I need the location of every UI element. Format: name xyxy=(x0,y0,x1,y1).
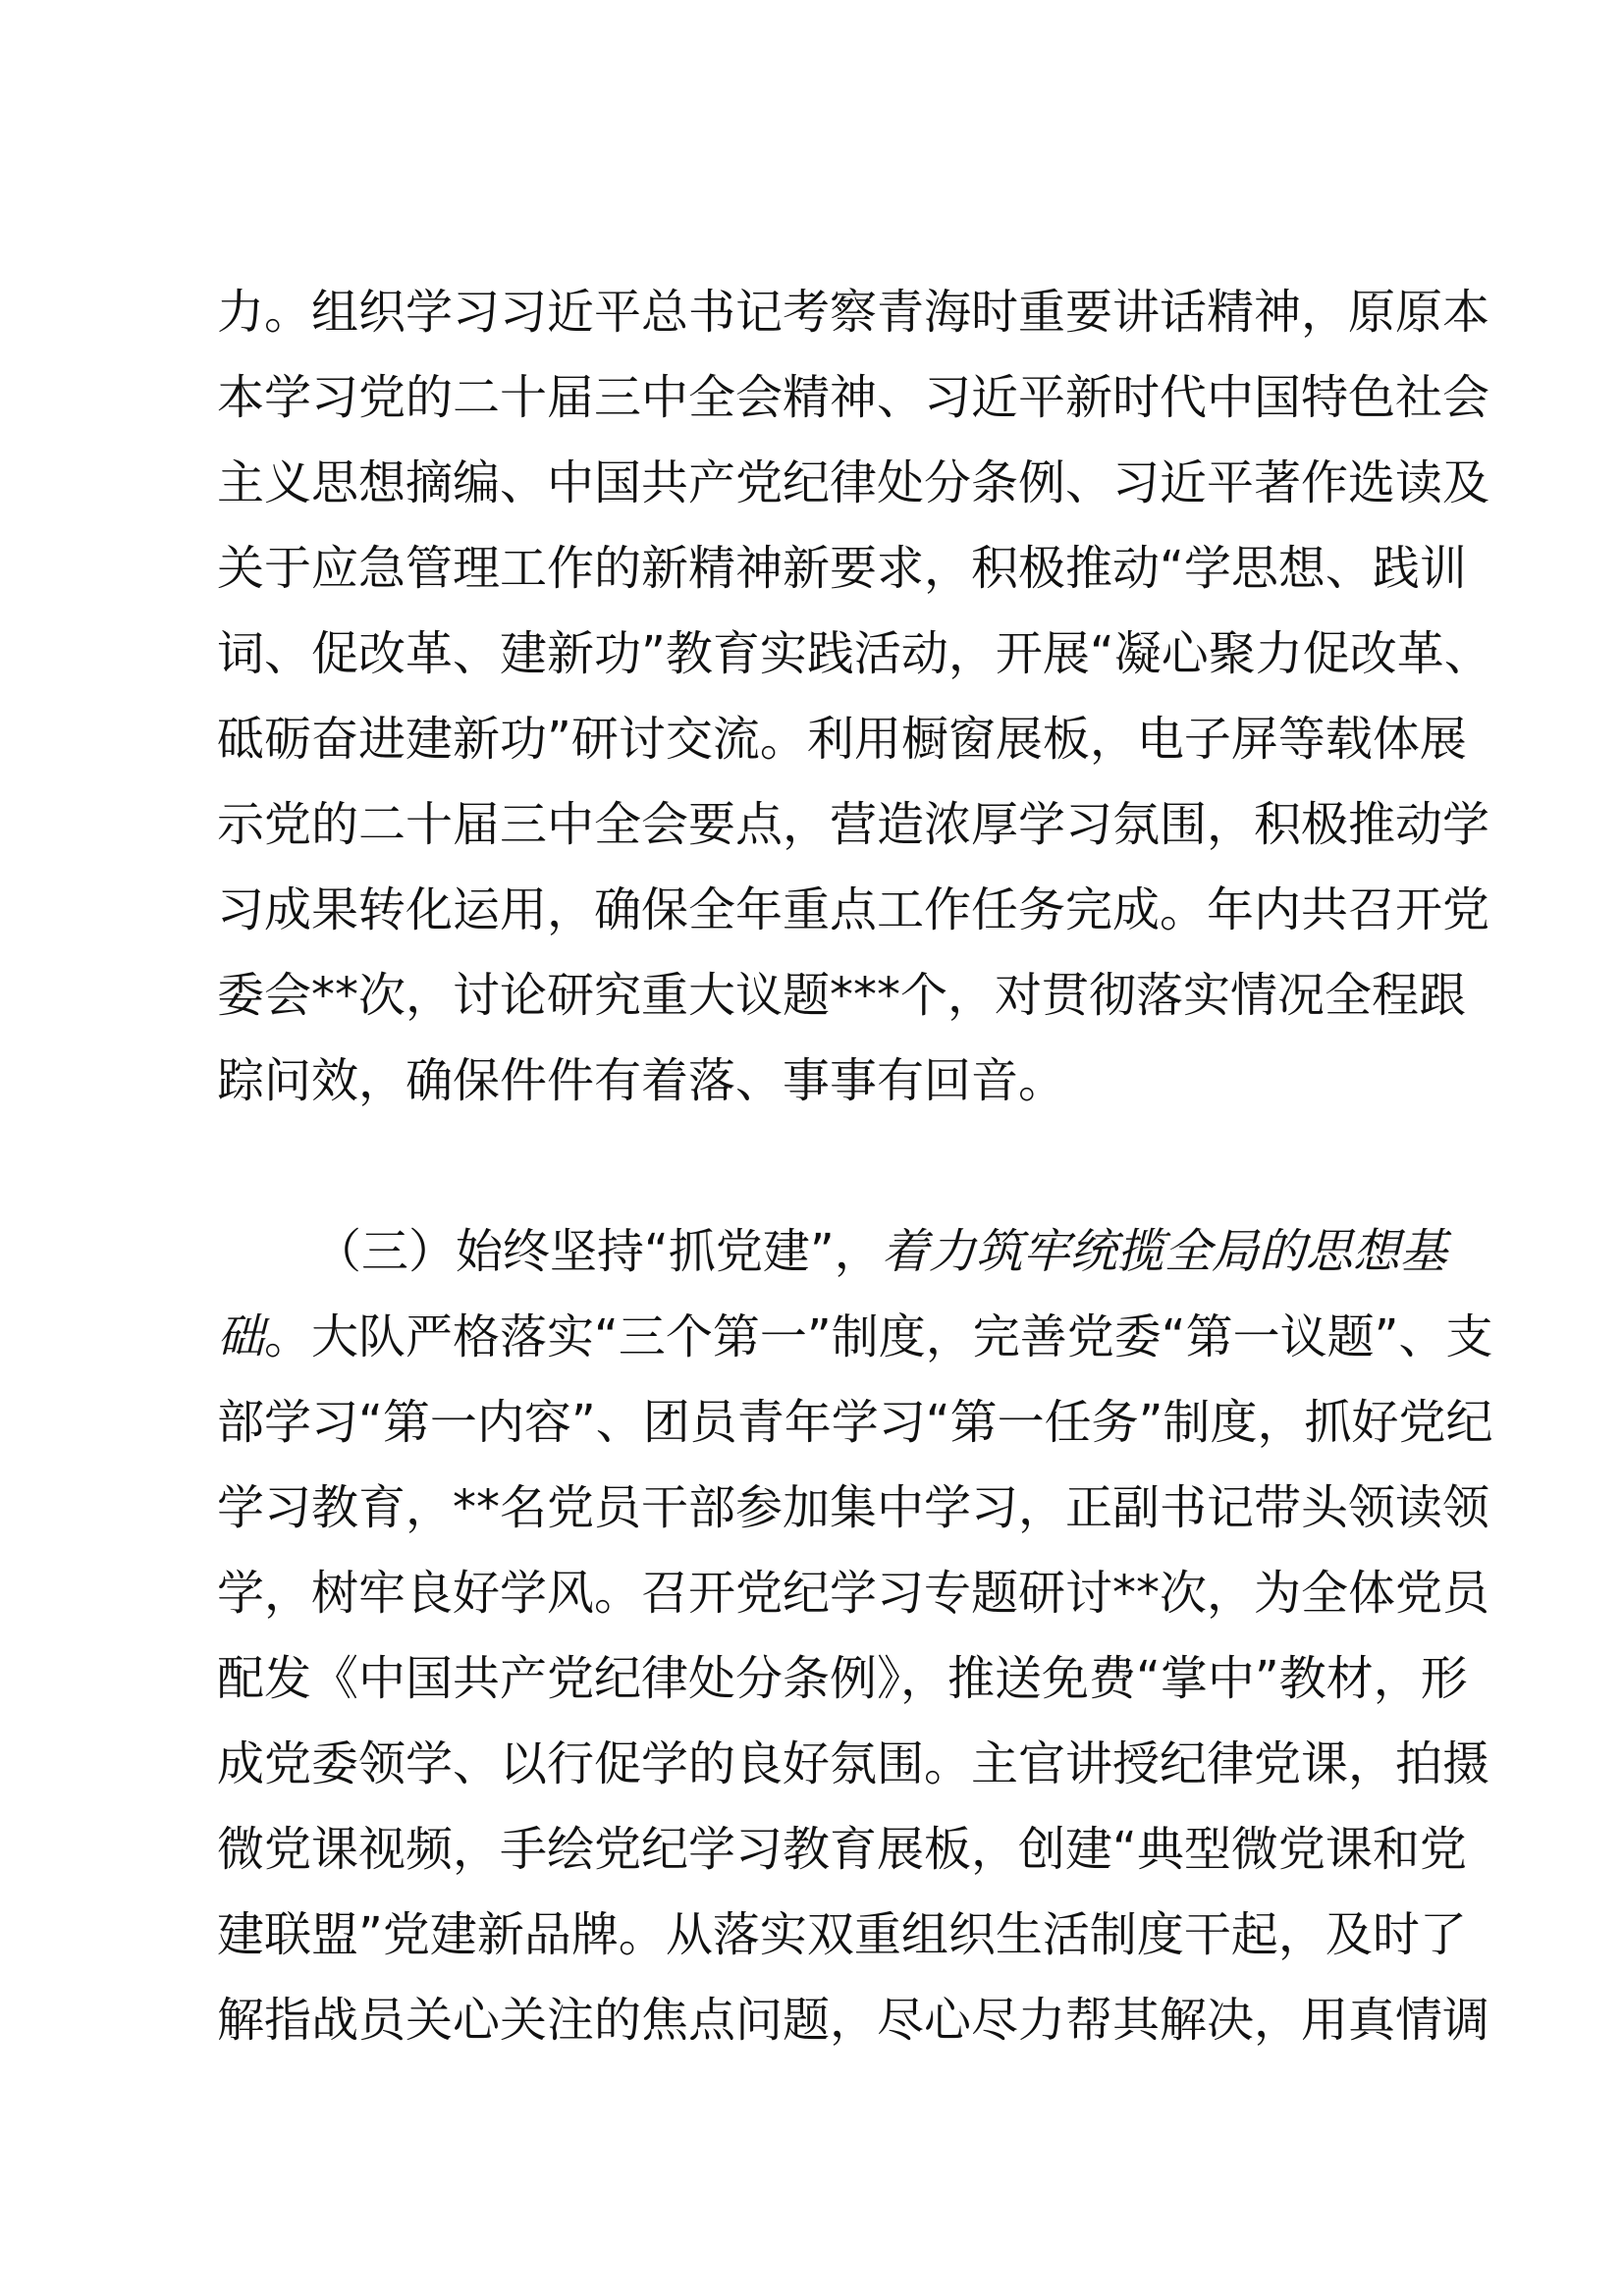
text-line: 习成果转化运用，确保全年重点工作任务完成。年内共召开党 xyxy=(217,882,1490,937)
text-line: 力。组织学习习近平总书记考察青海时重要讲话精神，原原本 xyxy=(217,285,1490,340)
text-line: 成党委领学、以行促学的良好氛围。主官讲授纪律党课，拍摄 xyxy=(217,1736,1490,1791)
text-line: 解指战员关心关注的焦点问题，尽心尽力帮其解决，用真情调 xyxy=(217,1993,1490,2048)
text-line: 微党课视频，手绘党纪学习教育展板，创建“典型微党课和党 xyxy=(217,1822,1467,1877)
text-line: 词、促改革、建新功”教育实践活动，开展“凝心聚力促改革、 xyxy=(217,626,1491,681)
text-line: 学习教育，**名党员干部参加集中学习，正副书记带头领读领 xyxy=(217,1480,1490,1535)
text-line: 本学习党的二十届三中全会精神、习近平新时代中国特色社会 xyxy=(217,370,1490,425)
text-line: 主义思想摘编、中国共产党纪律处分条例、习近平著作选读及 xyxy=(217,455,1490,510)
section-heading-prefix: （三）始终坚持“抓党建”， xyxy=(314,1224,882,1279)
text-line-body: 。大队严格落实“三个第一”制度，完善党委“第一议题”、支 xyxy=(264,1309,1493,1364)
section-heading-continuation: 础 xyxy=(217,1309,265,1364)
text-line: 关于应急管理工作的新精神新要求，积极推动“学思想、践训 xyxy=(217,541,1467,596)
text-line: 委会**次，讨论研究重大议题***个，对贯彻落实情况全程跟 xyxy=(217,968,1467,1023)
section-heading xyxy=(314,1222,1522,1281)
text-line: 学，树牢良好学风。召开党纪学习专题研讨**次，为全体党员 xyxy=(217,1566,1490,1621)
text-line: 建联盟”党建新品牌。从落实双重组织生活制度干起，及时了 xyxy=(217,1907,1467,1962)
text-line: 部学习“第一内容”、团员青年学习“第一任务”制度，抓好党纪 xyxy=(217,1395,1493,1450)
text-line: 配发《中国共产党纪律处分条例》，推送免费“掌中”教材，形 xyxy=(217,1651,1468,1706)
text-line xyxy=(217,1308,1493,1366)
section-heading-italic: 着力筑牢统揽全局的思想基 xyxy=(881,1224,1447,1279)
text-line: 砥砺奋进建新功”研讨交流。利用橱窗展板，电子屏等载体展 xyxy=(217,712,1467,767)
text-line: 踪问效，确保件件有着落、事事有回音。 xyxy=(217,1053,1066,1108)
text-line: 示党的二十届三中全会要点，营造浓厚学习氛围，积极推动学 xyxy=(217,797,1490,852)
